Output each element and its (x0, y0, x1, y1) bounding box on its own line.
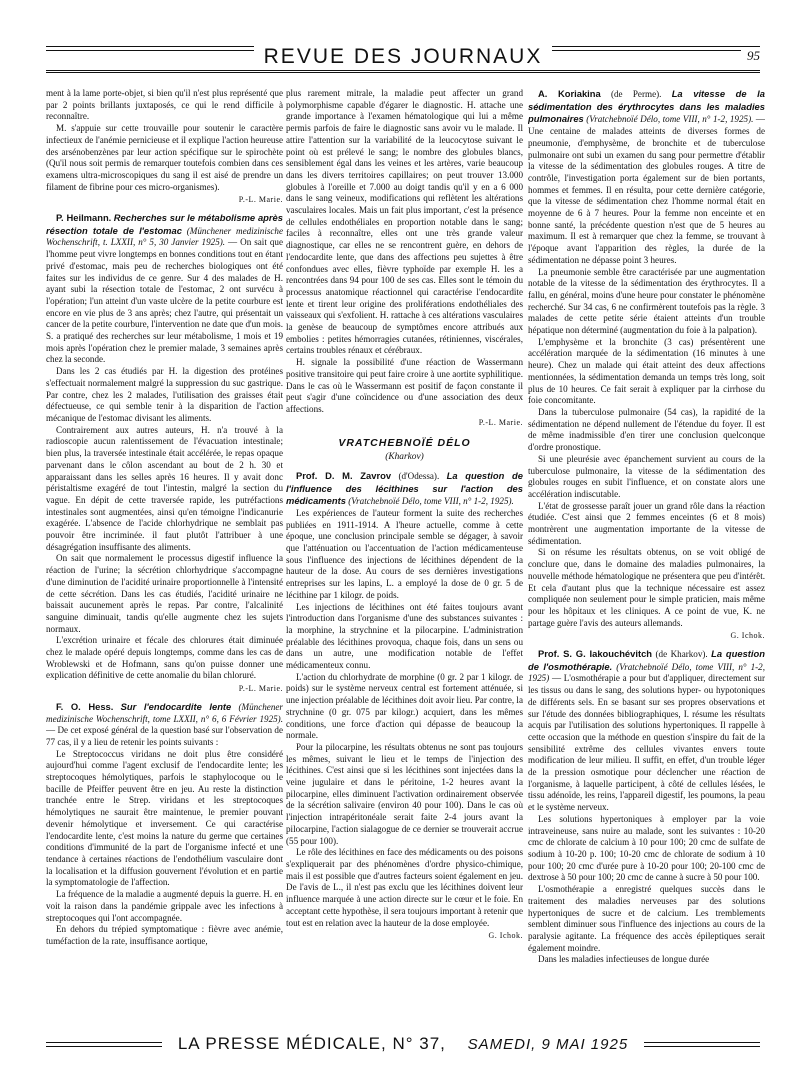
paragraph: — L'osmothérapie a pour but d'appliquer, directement sur les tissus ou dans le sang, des solutions hyper- ou hypotoniques de différents sels. En se basant sur ses propres observations et sur l'étude des données bibliographiques, I. résume les résultats acquis par l'utilisation des solutions hypertoniques. Il rappelle à cette occasion que la méthode en question s'inspire du fait de la sensibilité extrême des cellules vivantes envers toute modification de leur milieu. Il suffit, en effet, d'un trouble léger de la pression osmotique pour déclencher une réaction de l'organisme, à laquelle participent, à côté de cellules lésées, le tissu adénoïde, les reins, l'appareil digestif, les poumons, la peau et le système nerveux. (528, 673, 765, 813)
article-title: Recherches sur le métabolisme après résection totale de l'estomac (46, 212, 283, 236)
signature: G. Ichok. (488, 931, 523, 941)
signature: G. Ichok. (730, 631, 765, 641)
paragraph: La pneumonie semble être caractérisée par une augmentation notable de la vitesse de la sédimentation des érythrocytes. Il a fallu, en général, moins d'une heure pour constater le phénomène recherché. Sur 34 cas, 6 ne confirmèrent toutefois pas la règle. 3 malades de cette petite série étaient atteints d'un trouble hépatique non déterminé (augmentation du foie à la palpation). (528, 266, 765, 336)
column-3 (528, 88, 765, 1026)
article-title: La question de l'osmothérapie. (528, 648, 765, 672)
article-affiliation: (de Perme). (610, 89, 662, 99)
paragraph: M. s'appuie sur cette trouvaille pour soutenir le caractère infectieux de l'anémie pernicieuse et il explique l'action heureuse des arsénobenzènes par leur action spécifique sur le spirochète (Qu'il nous soit permis de remarquer toutefois combien dans ces examens ultra-microscopiques du sang il est aisé de prendre un filament de fibrine pour ces micro-organismes). (46, 123, 283, 192)
paragraph: En dehors du trépied symptomatique : fièvre avec anémie, tuméfaction de la rate, insuffisance aortique, (46, 924, 283, 946)
article-author: Prof. S. G. Iakouchévitch (538, 648, 653, 660)
article-title: La question de l'influence des lécithines sur l'action des médicaments (286, 469, 523, 507)
header-rule (46, 72, 760, 73)
article-title: La vitesse de la sédimentation des érythrocytes dans les maladies pulmonaires (528, 88, 765, 125)
paragraph: Si on résume les résultats obtenus, on se voit obligé de conclure que, dans le domaine des maladies pulmonaires, la nouvelle méthode hématologique ne présentera que peu d'intérêt. Et cela d'autant plus que la technique nécessaire est assez compliquée non seulement pour le simple praticien, mais même pour les hôpitaux et les cliniques. A ce point de vue, K. ne partage guère l'avis des auteurs allemands. (528, 547, 765, 628)
signature: P.-L. Marie. (238, 684, 283, 694)
article-heilmann (46, 212, 283, 695)
paragraph: Pour la pilocarpine, les résultats obtenus ne sont pas toujours les mêmes, suivant le lieu et le temps de l'injection des lécithines. C'est ainsi que si les lécithines sont injectées dans la veine jugulaire et dans le péritoine, 1-2 heures avant la pilocarpine, elles diminuent l'activation ordinairement observée de la sécrétion salivaire (environ 40 pour 100). Dans le cas où l'injection intrapéritonéale serait faite 2-4 jours avant la pilocarpine, l'action sialagogue de ce dernier se trouverait accrue (55 pour 100). (286, 741, 523, 846)
paragraph: On sait que normalement le processus digestif influence la réaction de l'urine; la sécrétion chlorhydrique s'accompagne d'une diminution de l'acidité urinaire proportionnelle à l'intensité de cette sécrétion. Dans les cas étudiés, l'acidité urinaire ne baissait aucunement après le repas. Par contre, l'alcalinité sanguine diminuait, tandis qu'elle augmente chez les sujets normaux. (46, 553, 283, 634)
paragraph: L'excrétion urinaire et fécale des chlorures était diminuée chez le malade opéré depuis longtemps, comme dans les cas de Wroblewski et de Hofmann, sans qu'on puisse donner une explication définitive de cette anomalie du bilan chloruré. (46, 635, 283, 681)
paragraph: L'osmothérapie a enregistré quelques succès dans le traitement des maladies nerveuses par des solutions hypertoniques de sucre et de calcium. Les tremblements semblent diminuer sous l'influence des injections au cours de la paralysie agitante. La fréquence des accès épileptiques serait également moindre. (528, 884, 765, 953)
article-reference: (Vratchebnoïé Délo, tome VIII, n° 1-2, 1925) (528, 661, 765, 684)
paragraph: Le Streptococcus viridans ne doit plus être considéré aujourd'hui comme l'agent exclusif de l'endocardite lente; les streptocoques hémolytiques, parfois le staphylocoque ou le bacille de Pfeiffer peuvent être en jeu. Au reste la distinction tranchée entre le Strep. viridans et les streptocoques hémolytiques ne saurait être maintenue, le premier pouvant devenir hémolytique et inversement. Ce qui caractérise l'endocardite lente, c'est moins la nature du germe que certaines conditions d'immunité de la part de l'organisme infecté et une tendance à certaines réactions de l'endothélium vasculaire dont la localisation et la diffusion gouvernent l'évolution et en partie la symptomatologie de l'affection. (46, 748, 283, 888)
paragraph: Dans les 2 cas étudiés par H. la digestion des protéines s'effectuait normalement malgré la suppression du suc gastrique. Par contre, chez les 2 malades, l'utilisation des graisses était défectueuse, ce qui semble tenir à la disparition de l'action mécanique de l'estomac divisant les aliments. (46, 366, 283, 423)
article-author: A. Koriakina (538, 88, 601, 99)
paragraph: Dans les maladies infectieuses de longue durée (538, 954, 710, 965)
article-koriakina (528, 88, 765, 642)
article-title: Sur l'endocardite lente (120, 700, 232, 712)
page-title: REVUE DES JOURNAUX (254, 45, 553, 68)
paragraph: Dans la tuberculose pulmonaire (54 cas), la rapidité de la sédimentation ne dépend nullement de l'étendue du foyer. Il est de même inadmissible d'en tirer une conclusion quelconque d'ordre pronostique. (528, 406, 765, 453)
paragraph: ment à la lame porte-objet, si bien qu'il n'est plus représenté que par 2 points brillants juxtaposés, ce qui le rend difficile à reconnaître. (46, 88, 283, 122)
paragraph: — On sait que l'homme peut vivre longtemps en bonnes conditions tout en étant privé d'estomac, mais peu de recherches biologiques ont été faites sur les individus de ce genre. Sur 4 des malades de H. ayant subi la résection totale de l'estomac, 2 ont survécu à l'opération; l'un atteint d'un vaste ulcère de la petite courbure est encore en vie plus de 3 ans après; chez l'autre, qui présentait un cancer de la petite courbure, l'intervention ne date que d'un mois. S. a pratiqué des recherches sur leur métabolisme, 1 mois et 19 mois après l'opération chez le premier malade, 3 semaines après chez la seconde. (46, 237, 283, 365)
article-affiliation: (d'Odessa). (398, 470, 440, 481)
article-zavrov (286, 470, 523, 942)
paragraph: H. signale la possibilité d'une réaction de Wassermann positive transitoire qui peut faire croire à une aortite syphilitique. Dans le cas où le Wassermann est positif de façon constante il peut s'agir d'une coïncidence ou d'une association des deux affections. (286, 357, 523, 414)
page-number: 95 (741, 48, 760, 64)
paragraph: L'action du chlorhydrate de morphine (0 gr. 2 par 1 kilogr. de poids) sur le système nerveux central est fortement atténuée, si une injection préalable de lécithines doit avoir lieu. Par contre, la strychnine (0 gr. 075 par kilogr.) acquiert, dans les mêmes conditions, une force d'action qui dépasse de beaucoup la normale. (286, 671, 523, 741)
paragraph: Si une pleurésie avec épanchement survient au cours de la tuberculose pulmonaire, la vitesse de la sédimentation des globules rouges en subit l'influence, et on constate alors une accélération indiscutable. (528, 453, 765, 499)
paragraph: Les injections de lécithines ont été faites toujours avant l'introduction dans l'organisme d'une des substances suivantes : la morphine, la strychnine et la pilocarpine. L'administration préalable des lécithines provoqua, chaque fois, dans un sens ou dans un autre, une modification notable de l'effet médicamenteux connu. (286, 601, 523, 671)
page-header (46, 34, 760, 74)
header-rule (46, 70, 760, 71)
article-reference: (Münchener medizinische Wochenschrift, tome LXXII, n° 6, 6 Février 1925). (46, 701, 283, 724)
column-1 (46, 88, 283, 1026)
section-city: (Kharkov) (385, 452, 424, 463)
paragraph: — De cet exposé général de la question basé sur l'observation de 77 cas, il y a lieu de retenir les points suivants : (46, 725, 283, 747)
article-reference: (Münchener medizinische Wochenschrift, t. LXXII, n° 5, 30 Janvier 1925). (46, 225, 283, 248)
paragraph: Le rôle des lécithines en face des médicaments ou des poisons s'expliquerait par des phénomènes d'ordre physico-chimique, mais il est possible que d'autres facteurs soient également en jeu. De l'avis de L., il n'est pas exclu que les lécithines doivent leur influence marquée à une action directe sur le cœur et le foie. En acceptant cette hypothèse, il sera toujours important à retenir que tout est en relation avec la hauteur de la dose employée. (286, 847, 523, 928)
paragraph: Les expériences de l'auteur forment la suite des recherches publiées en 1911-1914. A l'heure actuelle, comme à cette époque, une conclusion principale semble se dégager, à savoir que l'atténuation ou l'accentuation de l'action médicamenteuse sous l'influence des injections de lécithines dépendent de la hauteur de la dose. Au cours de ses dernières investigations entreprises sur les lapins, L. a employé la dose de 0 gr. 5 de lécithine par 1 kilogr. de poids. (286, 507, 523, 600)
footer-journal: LA PRESSE MÉDICALE, N° 37, (170, 1034, 454, 1053)
article-iakouchevitch (528, 648, 765, 966)
signature: P.-L. Marie. (478, 417, 523, 427)
article-author: F. O. Hess. (56, 700, 114, 712)
article-reference: (Vratchebnoïé Délo, tome VIII, n° 1-2, 1925). (348, 496, 514, 507)
paragraph: — Une centaine de malades atteints de diverses formes de pneumonie, d'emphysème, de bronchite et de tuberculose pulmonaire ont subi un examen du sang pour permettre d'établir la vitesse de la sédimentation des globules rouges. A titre de contrôle, l'investigation porta également sur de bien portants, hommes et femmes. Il en résulta, pour cette dernière catégorie, que la vitesse de sédimentation chez l'homme normal était en moyenne de 6 à 7 heures. Pour la femme non enceinte et en bonne santé, la précédente question n'est que de 5 heures au maximum. Il est à remarquer que chez la femme, se trouvant à l'époque avant l'apparition des règles, la durée de la sédimentation ne dépasse point 3 heures. (528, 114, 765, 265)
article-author: P. Heilmann. (56, 212, 112, 224)
signature: P.-L. Marie. (238, 195, 283, 205)
paragraph: L'emphysème et la bronchite (3 cas) présentèrent une accélération marquée de la sédimentation (16 minutes à une heure). Chez un malade qui était atteint des deux affections mentionnées, la sédimentation demanda un temps très long, soit plus de 10 heures. Ce fait serait à expliquer par la cirrhose du foie concomitante. (528, 336, 765, 406)
paragraph: L'état de grossesse paraît jouer un grand rôle dans la réaction étudiée. C'est ainsi que 2 femmes enceintes (6 et 8 mois) montrèrent une augmentation importante de la vitesse de sédimentation. (528, 500, 765, 546)
article-author: Prof. D. M. Zavrov (296, 469, 392, 481)
article-reference: (Vratchebnoïé Délo, tome VIII, n° 1-2, 1925). (586, 114, 754, 125)
paragraph: plus rarement mitrale, la maladie peut affecter un grand polymorphisme capable d'égarer le diagnostic. H. attache une grande importance à l'examen hématologique qui lui a même permis parfois de faire le diagnostic sans avoir vu le malade. Il attire l'attention sur la variabilité de la leucocytose suivant le point où est prélevé le sang; le nombre des globules blancs, sensiblement égal dans les veines et les artères, varie beaucoup dans les divers territoires capillaires; on peut trouver 13.000 globules à l'oreille et 7.000 au doigt tandis qu'il y en a 6 000 dans le sang veineux, modifications qui reflètent les altérations vasculaires locales. Mais un fait plus important, c'est la présence de cellules endothéliales en proportion notable dans le sang; faciles à reconnaître, elles ont une très grande valeur diagnostique, car elles ne se rencontrent guère, en dehors de l'endocardite lente, que dans des affections peu sujettes à être confondues avec elles, fièvre typhoïde par exemple H. les a rencontrées dans 94 pour 100 de ses cas. Elles sont le témoin du processus anatomique réactionnel qui caractérise l'endocardite lente et tirent leur origine des proliférations endothéliales des vaisseaux qui s'exfolient. H. rattache à ces altérations vasculaires la genèse de beaucoup de symptômes encore attribués aux embolies : petites hémorragies cutanées, rétiniennes, viscérales, certains troubles rénaux et cérébraux. (286, 88, 523, 356)
column-2 (286, 88, 523, 1026)
article-hess (46, 701, 283, 948)
page-footer (46, 1030, 760, 1060)
footer-date: SAMEDI, 9 MAI 1925 (460, 1036, 637, 1053)
paragraph: Les solutions hypertoniques à employer par la voie intraveineuse, sans nuire au malade, sont les suivantes : 10-20 cmc de chlorate de calcium à 10 pour 100; 20 cmc de sulfate de sodium à 10-20 p. 100; 10-20 cmc de chlorate de sodium à 10 pour 100; 20 cmc d'urée pure à 10-20 pour 100; 20-100 cmc de dextrose à 50 pour 100; 20 cmc de canne à sucre à 50 pour 100. (528, 813, 765, 883)
section-title: VRATCHEBNOÏÉ DÉLO (338, 437, 471, 450)
article-affiliation: (de Kharkov). (655, 649, 708, 660)
paragraph: La fréquence de la maladie a augmenté depuis la guerre. H. en voit la raison dans la pandémie grippale avec les infections à streptocoques qui l'ont accompagnée. (46, 889, 283, 923)
paragraph: Contrairement aux autres auteurs, H. n'a trouvé à la radioscopie aucun ralentissement de l'évacuation intestinale; bien plus, la traversée intestinale était accélérée, le repas opaque parvenant dans le côlon ascendant au bout de 2 h. 30 et apparaissant dans les selles après 16 heures. Il y avait donc péristaltisme exagéré de tout l'intestin, malgré la section du vague. En dépit de cette traversée rapide, les putréfactions intestinales sont augmentées, ainsi qu'en témoigne l'indicanurie exagérée. L'absence de l'acide chlorhydrique ne semblait pas pouvoir être incriminée. il faut plutôt l'attribuer à une désagrégation insuffisante des aliments. (46, 424, 283, 552)
